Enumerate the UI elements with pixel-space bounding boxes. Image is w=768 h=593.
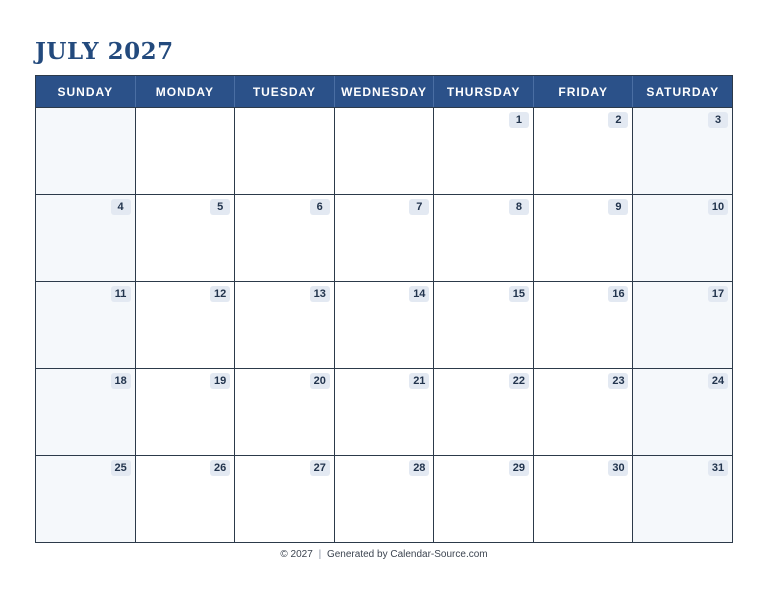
weekday-header-saturday: SATURDAY [632, 76, 732, 107]
page-title: JULY 2027 [35, 38, 174, 65]
weekday-header-friday: FRIDAY [533, 76, 633, 107]
day-cell[interactable] [632, 108, 732, 194]
day-cell[interactable] [334, 456, 434, 542]
day-cell[interactable] [334, 369, 434, 455]
day-number: 20 [310, 373, 330, 389]
day-number: 6 [310, 199, 330, 215]
month-calendar [35, 75, 733, 543]
day-cell[interactable] [234, 456, 334, 542]
day-cell[interactable] [533, 195, 633, 281]
day-cell[interactable] [135, 108, 235, 194]
day-cell[interactable] [334, 195, 434, 281]
day-number: 22 [509, 373, 529, 389]
day-cell[interactable] [36, 195, 135, 281]
day-number: 7 [409, 199, 429, 215]
day-cell[interactable] [36, 108, 135, 194]
day-cell[interactable] [334, 108, 434, 194]
day-cell[interactable] [234, 369, 334, 455]
week-row-2 [36, 194, 732, 281]
weekday-header-tuesday: TUESDAY [234, 76, 334, 107]
weekday-header-monday: MONDAY [135, 76, 235, 107]
day-cell[interactable] [135, 456, 235, 542]
week-row-5 [36, 455, 732, 542]
footer-generated-link[interactable]: Generated by Calendar-Source.com [326, 549, 488, 560]
day-cell[interactable] [433, 282, 533, 368]
week-row-1 [36, 107, 732, 194]
day-cell[interactable] [632, 195, 732, 281]
day-number: 14 [409, 286, 429, 302]
day-cell[interactable] [632, 282, 732, 368]
week-row-3 [36, 281, 732, 368]
day-number: 28 [409, 460, 429, 476]
day-number: 30 [608, 460, 628, 476]
day-cell[interactable] [36, 456, 135, 542]
day-cell[interactable] [533, 369, 633, 455]
day-cell[interactable] [533, 282, 633, 368]
day-number: 9 [608, 199, 628, 215]
weekday-header-sunday: SUNDAY [57, 84, 114, 99]
day-cell[interactable] [234, 108, 334, 194]
weekday-header-row [36, 76, 732, 107]
day-cell[interactable] [433, 108, 533, 194]
day-cell[interactable] [433, 369, 533, 455]
day-number: 15 [509, 286, 529, 302]
day-number: 10 [708, 199, 728, 215]
day-cell[interactable] [234, 195, 334, 281]
day-number: 5 [210, 199, 230, 215]
day-number: 4 [111, 199, 131, 215]
day-number: 16 [608, 286, 628, 302]
day-cell[interactable] [135, 369, 235, 455]
day-cell[interactable] [632, 456, 732, 542]
day-number: 1 [509, 112, 529, 128]
day-number: 24 [708, 373, 728, 389]
day-number: 12 [210, 286, 230, 302]
day-number: 26 [210, 460, 230, 476]
day-number: 2 [608, 112, 628, 128]
day-cell[interactable] [632, 369, 732, 455]
day-number: 11 [111, 286, 131, 302]
day-number: 29 [509, 460, 529, 476]
weekday-header-thursday: THURSDAY [433, 76, 533, 107]
day-number: 13 [310, 286, 330, 302]
week-row-4 [36, 368, 732, 455]
footer-separator: | [318, 549, 322, 560]
day-cell[interactable] [36, 282, 135, 368]
day-cell[interactable] [533, 108, 633, 194]
day-cell[interactable] [135, 195, 235, 281]
day-cell[interactable] [433, 456, 533, 542]
weekday-header-wednesday: WEDNESDAY [334, 76, 434, 107]
day-cell[interactable] [234, 282, 334, 368]
day-cell[interactable] [533, 456, 633, 542]
day-number: 8 [509, 199, 529, 215]
day-cell[interactable] [135, 282, 235, 368]
day-number: 3 [708, 112, 728, 128]
day-number: 18 [111, 373, 131, 389]
footer-copyright: © 2027 [280, 549, 313, 560]
day-number: 23 [608, 373, 628, 389]
day-number: 25 [111, 460, 131, 476]
day-number: 21 [409, 373, 429, 389]
footer [0, 549, 768, 560]
day-number: 17 [708, 286, 728, 302]
day-cell[interactable] [433, 195, 533, 281]
day-cell[interactable] [334, 282, 434, 368]
day-number: 31 [708, 460, 728, 476]
day-number: 27 [310, 460, 330, 476]
day-cell[interactable] [36, 369, 135, 455]
day-number: 19 [210, 373, 230, 389]
